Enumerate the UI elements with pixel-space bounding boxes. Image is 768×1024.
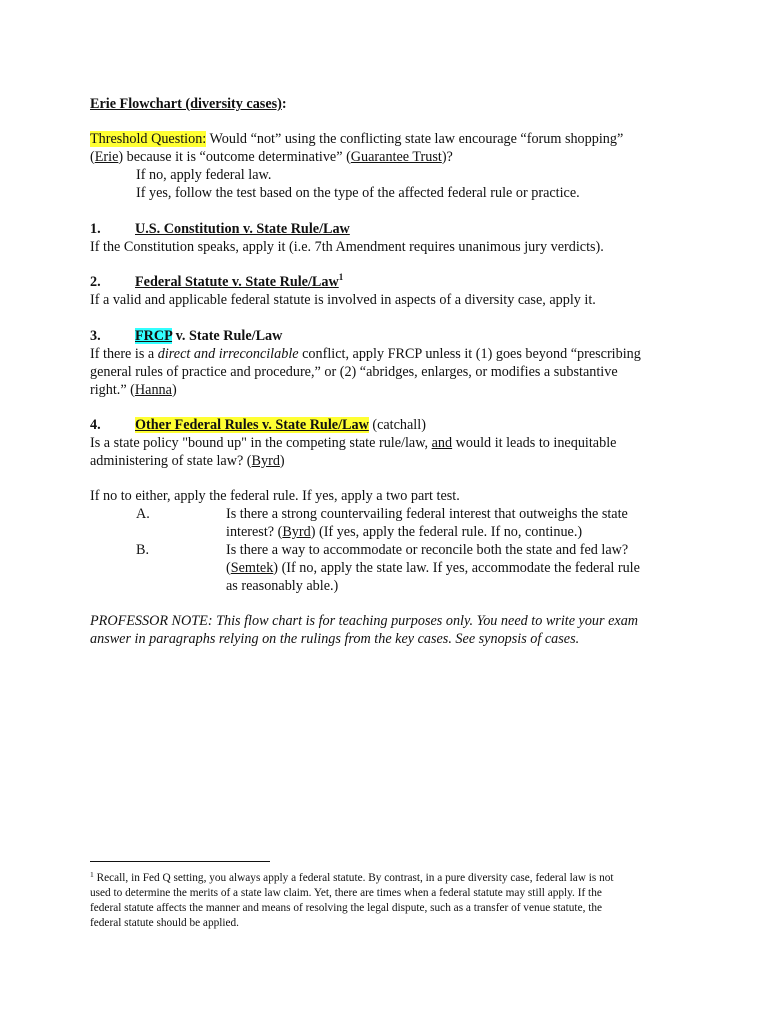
item4-catchall: (catchall) xyxy=(368,417,426,433)
part-b-line3: as reasonably able.) xyxy=(226,578,339,594)
professor-note-line2: answer in paragraphs relying on the rulings from the key cases. See synopsis of cases. xyxy=(90,631,580,647)
footnote-line4: federal statute should be applied. xyxy=(90,917,240,929)
threshold-label: Threshold Question: xyxy=(90,131,207,147)
item2-number: 2. xyxy=(90,274,101,290)
item4-text-c: administering of state law? ( xyxy=(90,453,252,469)
part-a-line1: Is there a strong countervailing federal interest that outweighs the state xyxy=(226,506,628,522)
footnote-separator xyxy=(90,861,270,862)
case-guarantee-trust: Guarantee Trust xyxy=(350,149,442,165)
item3-text-d: ) xyxy=(171,382,177,398)
threshold-if-no: If no, apply federal law. xyxy=(136,167,272,183)
item2-heading xyxy=(90,273,343,291)
two-part-intro: If no to either, apply the federal rule. If yes, apply a two part test. xyxy=(90,488,460,504)
part-a-text-a: interest? ( xyxy=(226,524,283,540)
item3-frcp: FRCP xyxy=(135,328,173,344)
part-b-text-a: ( xyxy=(226,560,231,576)
threshold-text-1: Would “not” using the conflicting state law encourage “forum shopping” xyxy=(206,131,624,147)
paren-open: ( xyxy=(90,149,95,165)
footnote-reference[interactable]: 1 xyxy=(338,272,344,282)
threshold-text-3: )? xyxy=(441,149,453,165)
item2-text: If a valid and applicable federal statute is involved in aspects of a diversity case, apply it. xyxy=(90,292,596,308)
threshold-question-line1 xyxy=(90,130,623,148)
part-b-line1: Is there a way to accommodate or reconcile both the state and fed law? xyxy=(226,542,629,558)
case-erie: Erie xyxy=(94,149,119,165)
part-a-text-b: ) (If yes, apply the federal rule. If no, continue.) xyxy=(310,524,583,540)
item3-italic: direct and irreconcilable xyxy=(157,346,299,362)
part-b-text-b: ) (If no, apply the state law. If yes, accommodate the federal rule xyxy=(273,560,640,576)
part-b-line2 xyxy=(226,559,640,577)
case-byrd-part-a: Byrd xyxy=(282,524,311,540)
case-hanna: Hanna xyxy=(134,382,172,398)
item4-and: and xyxy=(431,435,453,451)
part-b-letter: B. xyxy=(136,542,150,558)
footnote-text-1: Recall, in Fed Q setting, you always apply a federal statute. By contrast, in a pure diversity case, federal law is not xyxy=(93,872,614,884)
case-semtek: Semtek xyxy=(230,560,274,576)
footnote-line3: federal statute affects the manner and means of resolving the legal dispute, such as a transfer of venue statute, the xyxy=(90,902,603,914)
item1-text: If the Constitution speaks, apply it (i.e. 7th Amendment requires unanimous jury verdicts). xyxy=(90,239,604,255)
threshold-if-yes: If yes, follow the test based on the type of the affected federal rule or practice. xyxy=(136,185,580,201)
item3-text-line2: general rules of practice and procedure,” or (2) “abridges, enlarges, or modifies a substantive xyxy=(90,364,618,380)
item1-title: U.S. Constitution v. State Rule/Law xyxy=(135,221,350,237)
document-title xyxy=(90,95,287,113)
item3-text-c: right.” ( xyxy=(90,382,135,398)
item3-heading xyxy=(90,327,282,345)
title-colon: : xyxy=(281,96,287,112)
item4-number: 4. xyxy=(90,417,101,433)
case-byrd: Byrd xyxy=(251,453,280,469)
footnote-line1 xyxy=(90,871,614,886)
item4-text-line2 xyxy=(90,452,285,470)
footnote-line2: used to determine the merits of a state law claim. Yet, there are times when a federal statute may still apply. If the xyxy=(90,887,602,899)
item4-text-a: Is a state policy "bound up" in the competing state rule/law, xyxy=(90,435,432,451)
item2-title: Federal Statute v. State Rule/Law xyxy=(135,274,339,290)
threshold-question-line2 xyxy=(90,148,453,166)
threshold-text-2: ) because it is “outcome determinative” ( xyxy=(118,149,351,165)
part-a-letter: A. xyxy=(136,506,150,522)
item4-heading xyxy=(90,416,426,434)
item1-heading xyxy=(90,220,350,238)
footnote-mark: 1 xyxy=(90,870,94,879)
item4-text-line1 xyxy=(90,434,616,452)
item3-number: 3. xyxy=(90,328,101,344)
item4-title: Other Federal Rules v. State Rule/Law xyxy=(135,417,369,433)
item3-title-rest: v. State Rule/Law xyxy=(172,328,283,344)
item4-text-b: would it leads to inequitable xyxy=(452,435,617,451)
item3-text-b: conflict, apply FRCP unless it (1) goes beyond “prescribing xyxy=(298,346,641,362)
part-a-line2 xyxy=(226,523,582,541)
professor-note-line1: PROFESSOR NOTE: This flow chart is for teaching purposes only. You need to write your exam xyxy=(90,613,639,629)
item3-text-a: If there is a xyxy=(90,346,158,362)
item1-number: 1. xyxy=(90,221,101,237)
item3-text-line1 xyxy=(90,345,641,363)
title-text: Erie Flowchart (diversity cases) xyxy=(90,96,282,112)
item3-text-line3 xyxy=(90,381,177,399)
item4-text-d: ) xyxy=(279,453,285,469)
